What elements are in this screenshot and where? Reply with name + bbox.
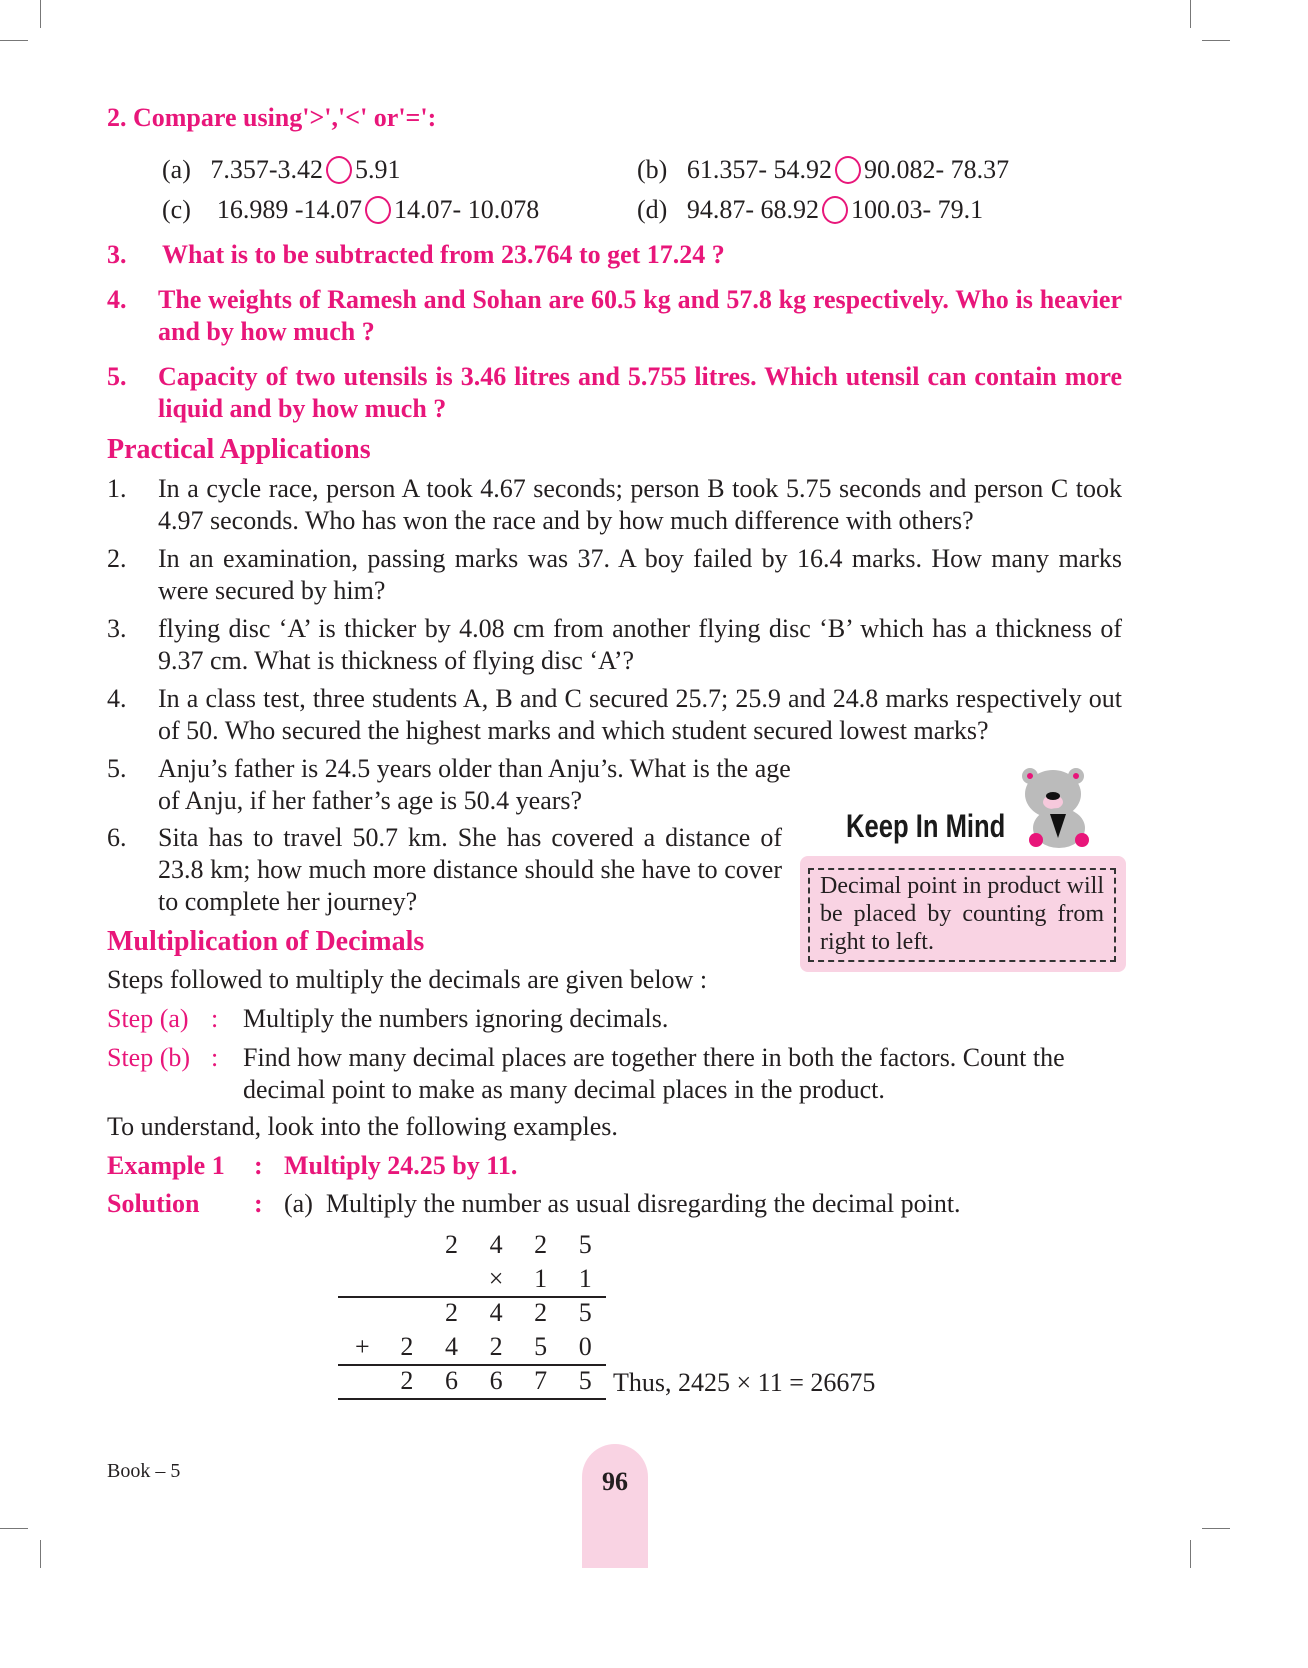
left-expression: 61.357- 54.92 bbox=[686, 155, 832, 184]
table-row bbox=[340, 1364, 608, 1398]
crop-mark bbox=[1190, 0, 1191, 28]
digit bbox=[340, 1262, 385, 1296]
crop-mark bbox=[0, 1528, 28, 1529]
digit: 0 bbox=[578, 1332, 592, 1361]
item-label: (a) bbox=[162, 155, 191, 184]
solution-text: (a) Multiply the number as usual disregarding the decimal point. bbox=[284, 1189, 961, 1218]
example-text: Multiply 24.25 by 11. bbox=[284, 1151, 518, 1180]
question-text: Capacity of two utensils is 3.46 litres and 5.755 litres. Which utensil can contain more liquid and by how much ? bbox=[158, 362, 1122, 423]
step-sep: : bbox=[211, 1043, 219, 1072]
solution-label: Solution bbox=[107, 1189, 200, 1218]
right-expression: 5.91 bbox=[355, 155, 401, 184]
answer-circle[interactable] bbox=[835, 156, 861, 184]
digit: 2 bbox=[400, 1366, 414, 1395]
item-num: 1. bbox=[107, 474, 127, 503]
table-row bbox=[340, 1228, 608, 1262]
item-num: 4. bbox=[107, 684, 127, 713]
crop-mark bbox=[1190, 1540, 1191, 1568]
digit: × bbox=[488, 1264, 504, 1293]
practical-item: In a class test, three students A, B and C secured 25.7; 25.9 and 24.8 marks respectively out of 50. Who secured the highest marks and which student secured lowest marks? bbox=[158, 684, 1122, 745]
section-heading: Multiplication of Decimals bbox=[107, 926, 425, 957]
step-text: Multiply the numbers ignoring decimals. bbox=[243, 1004, 669, 1033]
left-expression: 7.357-3.42 bbox=[210, 155, 324, 184]
crop-mark bbox=[40, 1540, 41, 1568]
digit: 4 bbox=[489, 1230, 503, 1259]
q2-item-a bbox=[162, 154, 401, 186]
item-num: 3. bbox=[107, 614, 127, 643]
digit: 4 bbox=[444, 1332, 458, 1361]
digit: 7 bbox=[534, 1366, 548, 1395]
right-expression: 14.07- 10.078 bbox=[394, 195, 540, 224]
digit: 2 bbox=[444, 1230, 458, 1259]
digit: 2 bbox=[534, 1230, 548, 1259]
digit bbox=[340, 1364, 385, 1398]
item-label: (b) bbox=[637, 155, 668, 184]
step-label: Step (b) bbox=[107, 1043, 191, 1072]
q2-title: 2. Compare using'>','<' or'=': bbox=[107, 103, 437, 132]
solution-sep: : bbox=[254, 1189, 263, 1218]
q2-item-c bbox=[162, 194, 539, 226]
digit: 6 bbox=[489, 1366, 503, 1395]
digit: 2 bbox=[444, 1298, 458, 1327]
page-number: 96 bbox=[582, 1444, 648, 1568]
tiger-cub-icon bbox=[1014, 762, 1098, 850]
digit bbox=[340, 1228, 385, 1262]
digit: 6 bbox=[444, 1366, 458, 1395]
item-num: 6. bbox=[107, 823, 127, 852]
step-text: Find how many decimal places are together there in both the factors. Count the decimal point to make as many decimal places in the product. bbox=[243, 1043, 1065, 1104]
question-num: 3. bbox=[107, 240, 127, 269]
answer-circle[interactable] bbox=[822, 196, 848, 224]
crop-mark bbox=[40, 0, 41, 28]
crop-mark bbox=[0, 40, 28, 41]
section-heading: Practical Applications bbox=[107, 434, 371, 465]
digit: 1 bbox=[578, 1264, 592, 1293]
digit: 2 bbox=[400, 1332, 414, 1361]
digit: 5 bbox=[578, 1230, 592, 1259]
rule-line bbox=[338, 1296, 606, 1298]
item-num: 2. bbox=[107, 544, 127, 573]
right-expression: 100.03- 79.1 bbox=[851, 195, 984, 224]
answer-circle[interactable] bbox=[365, 196, 391, 224]
keep-in-mind-text: Decimal point in product will be placed by counting from right to left. bbox=[808, 868, 1116, 962]
question-num: 4. bbox=[107, 285, 127, 314]
digit bbox=[340, 1296, 385, 1330]
table-row bbox=[340, 1330, 608, 1364]
practical-item: Anju’s father is 24.5 years older than Anju’s. What is the age of Anju, if her father’s age is 50.4 years? bbox=[158, 754, 791, 815]
digit bbox=[429, 1262, 474, 1296]
digit: 5 bbox=[534, 1332, 548, 1361]
rule-line bbox=[338, 1364, 606, 1366]
digit: 5 bbox=[578, 1298, 592, 1327]
left-expression: 16.989 -14.07 bbox=[216, 195, 363, 224]
question-text: The weights of Ramesh and Sohan are 60.5 kg and 57.8 kg respectively. Who is heavier and by how much ? bbox=[158, 285, 1122, 346]
question-text: What is to be subtracted from 23.764 to get 17.24 ? bbox=[162, 240, 725, 269]
practical-item: In a cycle race, person A took 4.67 seconds; person B took 5.75 seconds and person C took 4.97 seconds. Who has won the race and by how much difference with others? bbox=[158, 474, 1122, 535]
item-label: (c) bbox=[162, 195, 191, 224]
digit: + bbox=[354, 1332, 370, 1361]
digit bbox=[385, 1262, 430, 1296]
keep-in-mind-box bbox=[800, 856, 1126, 972]
practical-item: flying disc ‘A’ is thicker by 4.08 cm from another flying disc ‘B’ which has a thickness of 9.37 cm. What is thickness of flying disc ‘A’? bbox=[158, 614, 1122, 675]
digit bbox=[385, 1228, 430, 1262]
digit: 2 bbox=[534, 1298, 548, 1327]
steps-intro: Steps followed to multiply the decimals are given below : bbox=[107, 965, 708, 994]
left-expression: 94.87- 68.92 bbox=[686, 195, 819, 224]
step-sep: : bbox=[211, 1004, 219, 1033]
digit: 1 bbox=[534, 1264, 548, 1293]
step-label: Step (a) bbox=[107, 1004, 189, 1033]
question-num: 5. bbox=[107, 362, 127, 391]
multiplication-table bbox=[340, 1228, 608, 1398]
result-text: Thus, 2425 × 11 = 26675 bbox=[613, 1368, 876, 1397]
example-sep: : bbox=[254, 1151, 263, 1180]
rule-line bbox=[338, 1398, 606, 1400]
q2-item-b bbox=[637, 154, 1009, 186]
keep-in-mind-title: Keep In Mind bbox=[846, 808, 1006, 844]
q2-item-d bbox=[637, 194, 983, 226]
answer-circle[interactable] bbox=[326, 156, 352, 184]
crop-mark bbox=[1202, 40, 1230, 41]
understand-text: To understand, look into the following examples. bbox=[107, 1112, 618, 1141]
table-row bbox=[340, 1262, 608, 1296]
digit bbox=[385, 1296, 430, 1330]
digit: 4 bbox=[489, 1298, 503, 1327]
book-label: Book – 5 bbox=[107, 1460, 181, 1482]
example-label: Example 1 bbox=[107, 1151, 225, 1180]
digit: 5 bbox=[578, 1366, 592, 1395]
practical-item: Sita has to travel 50.7 km. She has covered a distance of 23.8 km; how much more distance should she have to cover to complete her journey? bbox=[158, 823, 782, 916]
crop-mark bbox=[1202, 1528, 1230, 1529]
digit: 2 bbox=[489, 1332, 503, 1361]
right-expression: 90.082- 78.37 bbox=[864, 155, 1010, 184]
item-num: 5. bbox=[107, 754, 127, 783]
practical-item: In an examination, passing marks was 37. A boy failed by 16.4 marks. How many marks were secured by him? bbox=[158, 544, 1122, 605]
item-label: (d) bbox=[637, 195, 668, 224]
table-row bbox=[340, 1296, 608, 1330]
